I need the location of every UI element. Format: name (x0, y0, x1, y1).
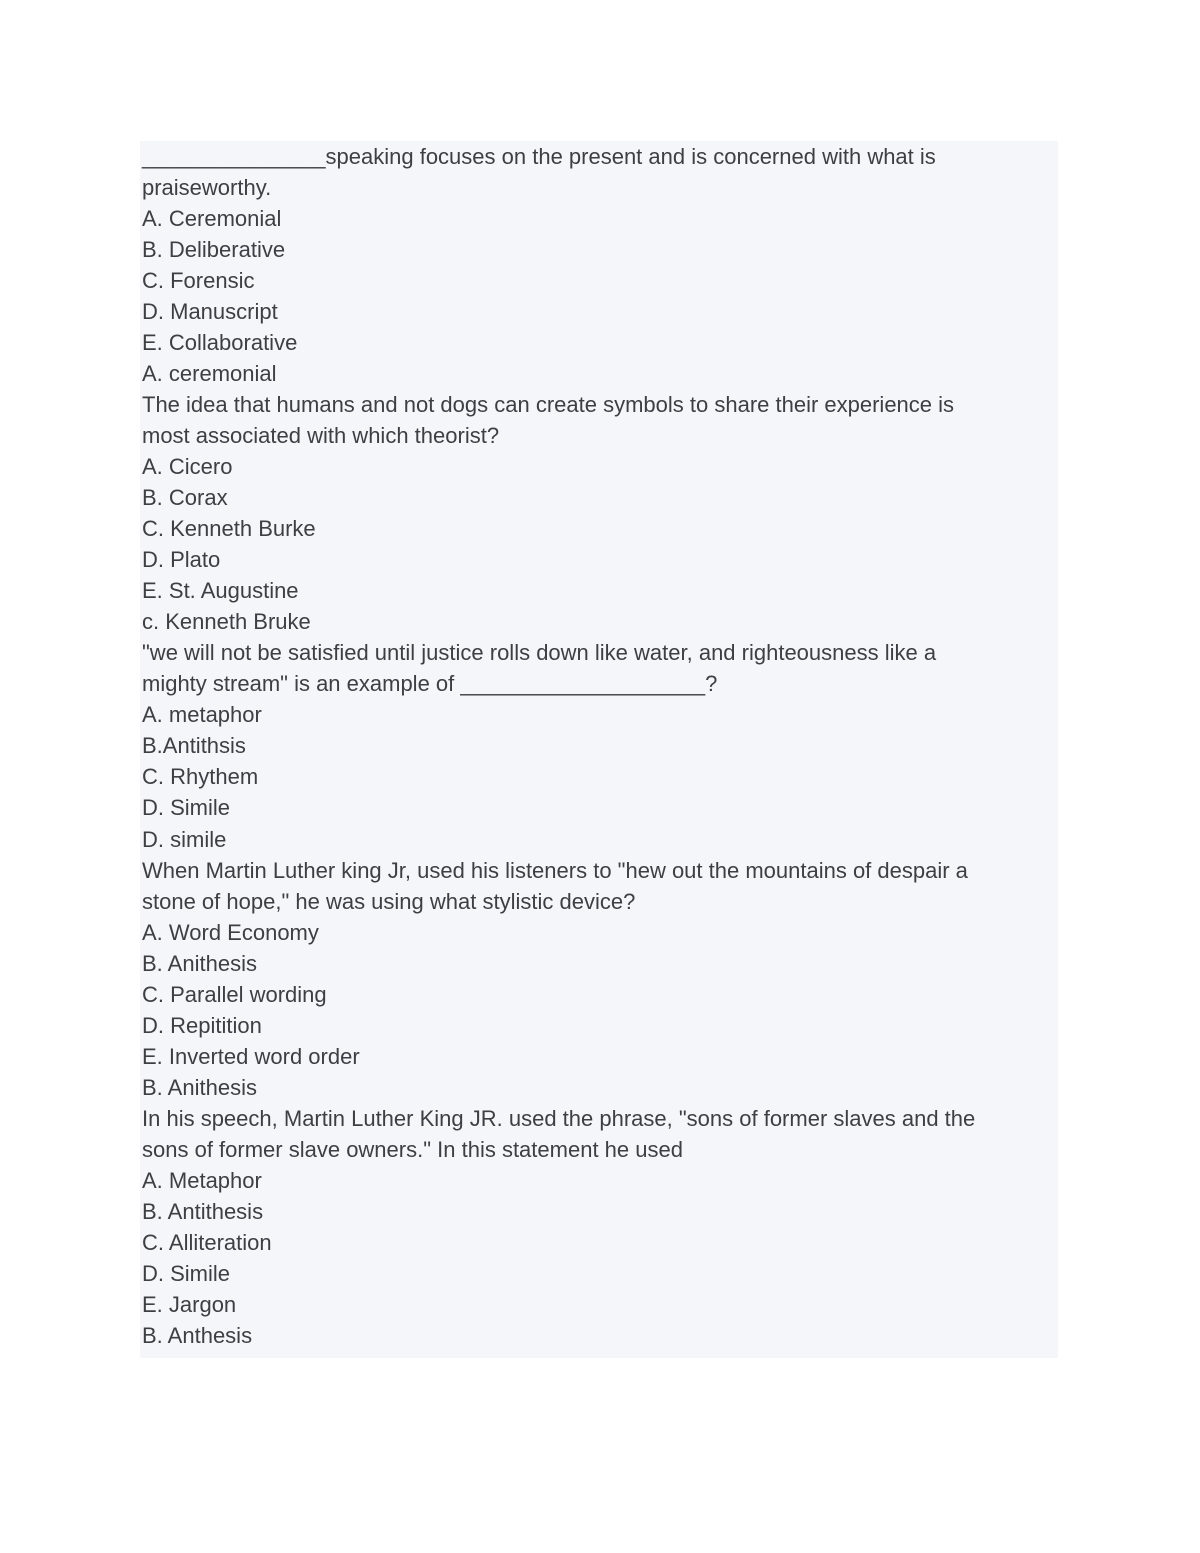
q1-answer: A. ceremonial (142, 361, 277, 386)
q5-option-a: A. Metaphor (142, 1168, 262, 1193)
q2-option-a: A. Cicero (142, 454, 233, 479)
q3-option-d: D. Simile (142, 795, 231, 820)
q1-option-a: A. Ceremonial (142, 206, 282, 231)
q5-option-d: D. Simile (142, 1261, 231, 1286)
q3-question-line-1: "we will not be satisfied until justice rolls down like water, and righteousness like a (142, 640, 937, 665)
q2-option-d: D. Plato (142, 547, 221, 572)
q2-question-line-2: most associated with which theorist? (142, 423, 500, 448)
q1-option-e: E. Collaborative (142, 330, 298, 355)
q5-answer: B. Anthesis (142, 1323, 253, 1348)
q4-answer: B. Anithesis (142, 1075, 257, 1100)
q4-option-b: B. Anithesis (142, 951, 257, 976)
q3-option-a: A. metaphor (142, 702, 262, 727)
q2-option-e: E. St. Augustine (142, 578, 299, 603)
q5-option-b: B. Antithesis (142, 1199, 264, 1224)
q4-option-e: E. Inverted word order (142, 1044, 360, 1069)
q3-answer: D. simile (142, 827, 227, 852)
q1-option-b: B. Deliberative (142, 237, 286, 262)
q4-option-c: C. Parallel wording (142, 982, 327, 1007)
q4-option-d: D. Repitition (142, 1013, 262, 1038)
q2-question-line-1: The idea that humans and not dogs can create symbols to share their experience is (142, 392, 955, 417)
q3-question-line-2: mighty stream" is an example of ____________________? (142, 671, 718, 696)
q3-option-b: B.Antithsis (142, 733, 246, 758)
q4-question-line-1: When Martin Luther king Jr, used his listeners to "hew out the mountains of despair a (142, 858, 968, 883)
q5-option-e: E. Jargon (142, 1292, 237, 1317)
q3-option-c: C. Rhythem (142, 764, 259, 789)
q2-option-c: C. Kenneth Burke (142, 516, 316, 541)
q4-option-a: A. Word Economy (142, 920, 319, 945)
q4-question-line-2: stone of hope," he was using what stylistic device? (142, 889, 636, 914)
q1-option-d: D. Manuscript (142, 299, 278, 324)
q1-option-c: C. Forensic (142, 268, 255, 293)
q1-question-line-1: _______________speaking focuses on the present and is concerned with what is (142, 144, 936, 169)
q2-option-b: B. Corax (142, 485, 228, 510)
document-text-block (140, 141, 1058, 1358)
q1-question-line-2: praiseworthy. (142, 175, 272, 200)
q5-option-c: C. Alliteration (142, 1230, 272, 1255)
q5-question-line-1: In his speech, Martin Luther King JR. used the phrase, "sons of former slaves and the (142, 1106, 976, 1131)
q5-question-line-2: sons of former slave owners." In this statement he used (142, 1137, 683, 1162)
q2-answer: c. Kenneth Bruke (142, 609, 311, 634)
